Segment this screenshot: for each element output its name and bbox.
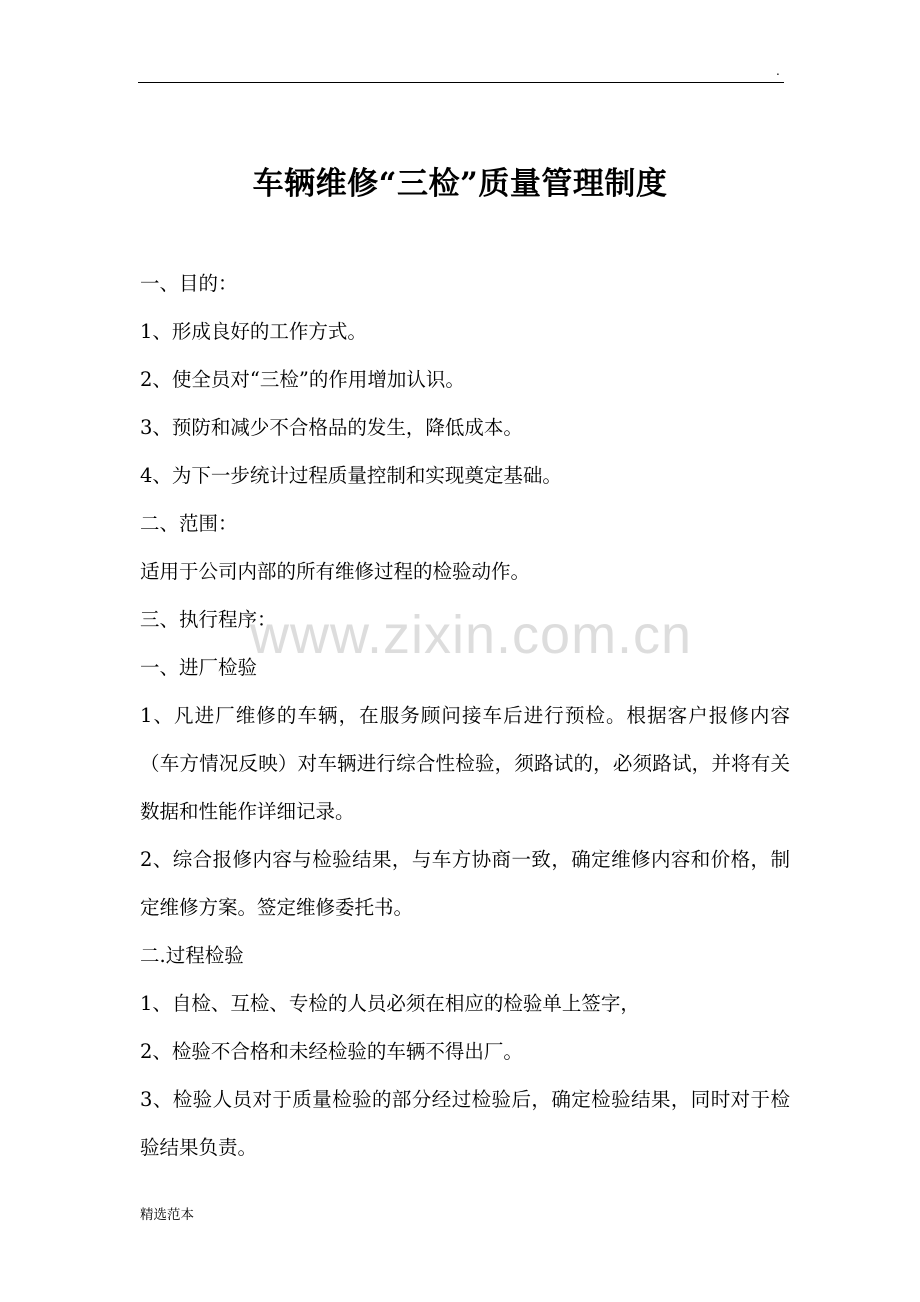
- entry-inspection-item-1: 1、凡进厂维修的车辆，在服务顾问接车后进行预检。根据客户报修内容（车方情况反映）对车辆进行综合性检验，须路试的，必须路试，并将有关数据和性能作详细记录。: [140, 704, 790, 823]
- purpose-item-2: 2、使全员对“三检”的作用增加认识。: [140, 368, 465, 391]
- section-heading-scope: 二、范围：: [140, 512, 238, 535]
- footer-note: 精选范本: [140, 1207, 194, 1223]
- entry-inspection-item-2: 2、综合报修内容与检验结果，与车方协商一致，确定维修内容和价格，制定维修方案。签定维修委托书。: [140, 848, 790, 919]
- document-title: 车辆维修“三检”质量管理制度: [252, 166, 668, 202]
- process-inspection-item-2: 2、检验不合格和未经检验的车辆不得出厂。: [140, 1040, 523, 1063]
- header-rule: [138, 82, 784, 83]
- process-inspection-item-1: 1、自检、互检、专检的人员必须在相应的检验单上签字，: [140, 992, 640, 1015]
- purpose-item-4: 4、为下一步统计过程质量控制和实现奠定基础。: [140, 464, 562, 487]
- purpose-item-1: 1、形成良好的工作方式。: [140, 320, 367, 343]
- header-mark: .: [776, 64, 780, 78]
- section-heading-purpose: 一、目的：: [140, 272, 238, 295]
- subsection-heading-process-inspection: 二.过程检验: [140, 944, 244, 967]
- purpose-item-3: 3、预防和减少不合格品的发生，降低成本。: [140, 416, 523, 439]
- section-heading-procedure: 三、执行程序：: [140, 608, 277, 631]
- subsection-heading-entry-inspection: 一、进厂检验: [140, 656, 258, 679]
- document-body: [140, 260, 790, 1172]
- process-inspection-item-3: 3、检验人员对于质量检验的部分经过检验后，确定检验结果，同时对于检验结果负责。: [140, 1088, 790, 1159]
- scope-text: 适用于公司内部的所有维修过程的检验动作。: [140, 560, 531, 583]
- watermark: www.zixin.com.cn: [250, 605, 693, 665]
